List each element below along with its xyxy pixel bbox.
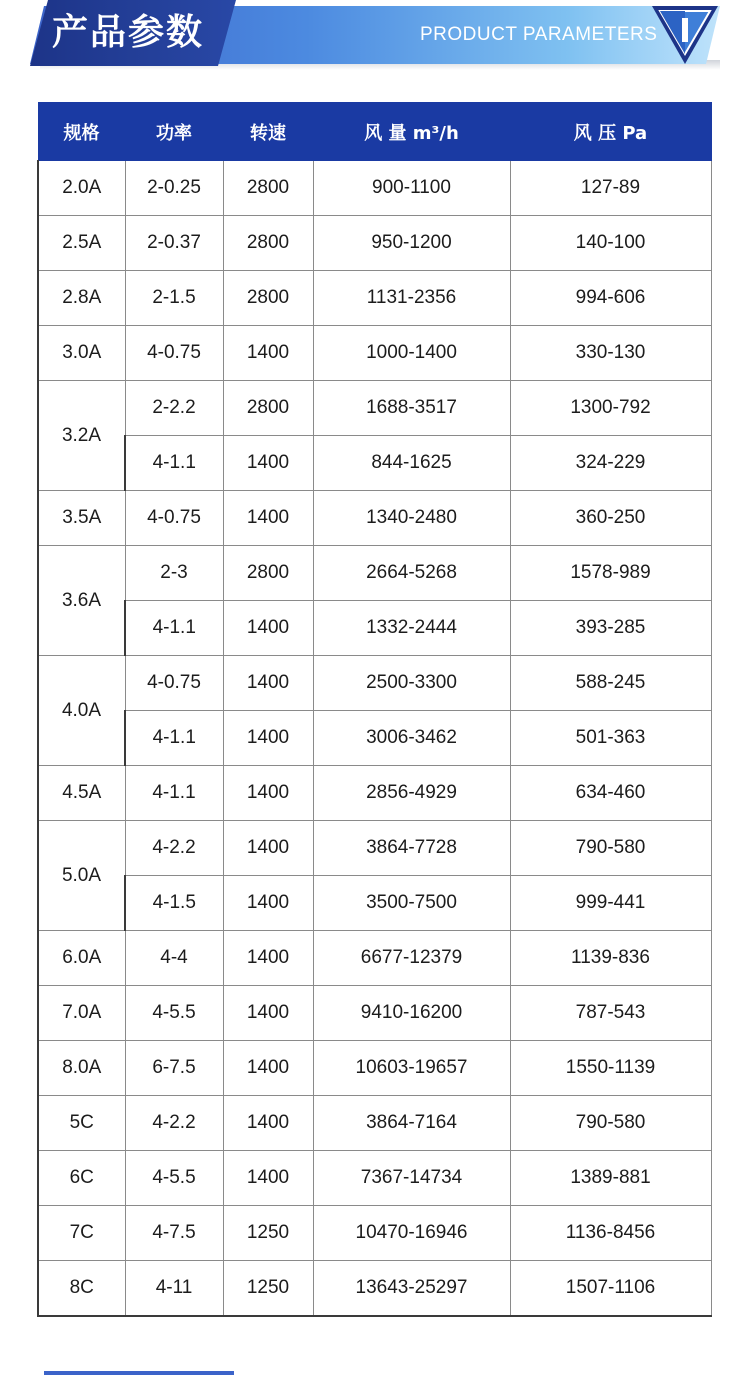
cell-power: 4-5.5 <box>125 986 223 1041</box>
cell-power: 2-0.37 <box>125 216 223 271</box>
cell-speed: 1400 <box>223 821 313 876</box>
cell-spec: 8C <box>38 1261 125 1317</box>
column-header-flow: 风 量 m³/h <box>313 103 510 161</box>
cell-flow: 2856-4929 <box>313 766 510 821</box>
table-row <box>38 711 711 766</box>
cell-speed: 1400 <box>223 1151 313 1206</box>
cell-pressure: 324-229 <box>510 436 711 491</box>
cell-power: 4-2.2 <box>125 1096 223 1151</box>
cell-pressure: 1578-989 <box>510 546 711 601</box>
cell-pressure: 140-100 <box>510 216 711 271</box>
table-header-row <box>38 103 711 161</box>
page-subtitle: PRODUCT PARAMETERS <box>420 24 658 45</box>
cell-speed: 1400 <box>223 986 313 1041</box>
cell-pressure: 588-245 <box>510 656 711 711</box>
cell-power: 4-0.75 <box>125 326 223 381</box>
cell-power: 4-5.5 <box>125 1151 223 1206</box>
cell-pressure: 1550-1139 <box>510 1041 711 1096</box>
parameters-table-container <box>37 102 710 1317</box>
cell-power: 4-11 <box>125 1261 223 1317</box>
cell-pressure: 127-89 <box>510 161 711 216</box>
cell-flow: 3864-7728 <box>313 821 510 876</box>
cell-spec: 3.5A <box>38 491 125 546</box>
table-body <box>38 161 711 1317</box>
table-row <box>38 876 711 931</box>
cell-speed: 1250 <box>223 1206 313 1261</box>
table-row <box>38 601 711 656</box>
cell-speed: 1400 <box>223 601 313 656</box>
cell-speed: 1400 <box>223 326 313 381</box>
table-row <box>38 491 711 546</box>
cell-flow: 1000-1400 <box>313 326 510 381</box>
cell-pressure: 360-250 <box>510 491 711 546</box>
cell-spec: 3.2A <box>38 381 125 491</box>
cell-flow: 1688-3517 <box>313 381 510 436</box>
cell-power: 4-1.1 <box>125 711 223 766</box>
cell-speed: 1400 <box>223 491 313 546</box>
cell-speed: 1400 <box>223 436 313 491</box>
cell-speed: 1400 <box>223 711 313 766</box>
table-row <box>38 1151 711 1206</box>
cell-flow: 9410-16200 <box>313 986 510 1041</box>
table-row <box>38 1261 711 1317</box>
header-banner <box>0 0 750 78</box>
cell-pressure: 330-130 <box>510 326 711 381</box>
table-row <box>38 656 711 711</box>
cell-pressure: 1139-836 <box>510 931 711 986</box>
cell-flow: 7367-14734 <box>313 1151 510 1206</box>
cell-pressure: 790-580 <box>510 821 711 876</box>
cell-power: 2-0.25 <box>125 161 223 216</box>
cell-spec: 7.0A <box>38 986 125 1041</box>
table-row <box>38 436 711 491</box>
cell-speed: 1250 <box>223 1261 313 1317</box>
cell-spec: 6C <box>38 1151 125 1206</box>
cell-flow: 3500-7500 <box>313 876 510 931</box>
cell-power: 4-1.1 <box>125 436 223 491</box>
cell-speed: 1400 <box>223 766 313 821</box>
table-row <box>38 821 711 876</box>
cell-pressure: 1300-792 <box>510 381 711 436</box>
cell-power: 4-7.5 <box>125 1206 223 1261</box>
table-row <box>38 216 711 271</box>
cell-flow: 10470-16946 <box>313 1206 510 1261</box>
cell-speed: 2800 <box>223 546 313 601</box>
cell-spec: 6.0A <box>38 931 125 986</box>
cell-flow: 1131-2356 <box>313 271 510 326</box>
column-header-power: 功率 <box>125 103 223 161</box>
cell-flow: 1340-2480 <box>313 491 510 546</box>
cell-power: 4-0.75 <box>125 656 223 711</box>
table-row <box>38 1041 711 1096</box>
cell-speed: 2800 <box>223 381 313 436</box>
cell-spec: 5C <box>38 1096 125 1151</box>
cell-pressure: 393-285 <box>510 601 711 656</box>
cell-speed: 2800 <box>223 271 313 326</box>
cell-speed: 2800 <box>223 161 313 216</box>
cell-speed: 1400 <box>223 876 313 931</box>
cell-power: 4-1.1 <box>125 601 223 656</box>
cell-speed: 2800 <box>223 216 313 271</box>
cell-power: 2-2.2 <box>125 381 223 436</box>
cell-flow: 10603-19657 <box>313 1041 510 1096</box>
cell-spec: 7C <box>38 1206 125 1261</box>
cell-pressure: 790-580 <box>510 1096 711 1151</box>
cell-power: 4-0.75 <box>125 491 223 546</box>
cell-pressure: 501-363 <box>510 711 711 766</box>
table-row <box>38 381 711 436</box>
cell-pressure: 994-606 <box>510 271 711 326</box>
cell-flow: 3006-3462 <box>313 711 510 766</box>
cell-spec: 2.0A <box>38 161 125 216</box>
cell-spec: 4.5A <box>38 766 125 821</box>
table-row <box>38 161 711 216</box>
table-row <box>38 766 711 821</box>
column-header-spec: 规格 <box>38 103 125 161</box>
table-row <box>38 931 711 986</box>
cell-flow: 2664-5268 <box>313 546 510 601</box>
cell-pressure: 999-441 <box>510 876 711 931</box>
cell-spec: 2.8A <box>38 271 125 326</box>
triangle-emblem-icon <box>650 2 720 68</box>
cell-spec: 2.5A <box>38 216 125 271</box>
table-row <box>38 326 711 381</box>
cell-flow: 13643-25297 <box>313 1261 510 1317</box>
table-row <box>38 546 711 601</box>
cell-spec: 8.0A <box>38 1041 125 1096</box>
cell-power: 2-1.5 <box>125 271 223 326</box>
section-divider <box>44 1371 234 1375</box>
cell-spec: 5.0A <box>38 821 125 931</box>
cell-flow: 844-1625 <box>313 436 510 491</box>
cell-pressure: 787-543 <box>510 986 711 1041</box>
cell-flow: 3864-7164 <box>313 1096 510 1151</box>
cell-power: 6-7.5 <box>125 1041 223 1096</box>
cell-speed: 1400 <box>223 931 313 986</box>
cell-spec: 4.0A <box>38 656 125 766</box>
cell-power: 4-4 <box>125 931 223 986</box>
cell-speed: 1400 <box>223 1096 313 1151</box>
cell-power: 2-3 <box>125 546 223 601</box>
cell-pressure: 634-460 <box>510 766 711 821</box>
cell-pressure: 1507-1106 <box>510 1261 711 1317</box>
cell-flow: 950-1200 <box>313 216 510 271</box>
cell-power: 4-1.1 <box>125 766 223 821</box>
table-row <box>38 1096 711 1151</box>
cell-flow: 6677-12379 <box>313 931 510 986</box>
cell-power: 4-2.2 <box>125 821 223 876</box>
cell-flow: 2500-3300 <box>313 656 510 711</box>
column-header-speed: 转速 <box>223 103 313 161</box>
cell-spec: 3.6A <box>38 546 125 656</box>
table-row <box>38 986 711 1041</box>
cell-pressure: 1389-881 <box>510 1151 711 1206</box>
table-row <box>38 1206 711 1261</box>
column-header-pressure: 风 压 Pa <box>510 103 711 161</box>
table-row <box>38 271 711 326</box>
cell-speed: 1400 <box>223 656 313 711</box>
parameters-table <box>37 102 712 1317</box>
cell-spec: 3.0A <box>38 326 125 381</box>
cell-speed: 1400 <box>223 1041 313 1096</box>
page-title: 产品参数 <box>52 12 205 53</box>
cell-flow: 900-1100 <box>313 161 510 216</box>
cell-power: 4-1.5 <box>125 876 223 931</box>
cell-pressure: 1136-8456 <box>510 1206 711 1261</box>
cell-flow: 1332-2444 <box>313 601 510 656</box>
